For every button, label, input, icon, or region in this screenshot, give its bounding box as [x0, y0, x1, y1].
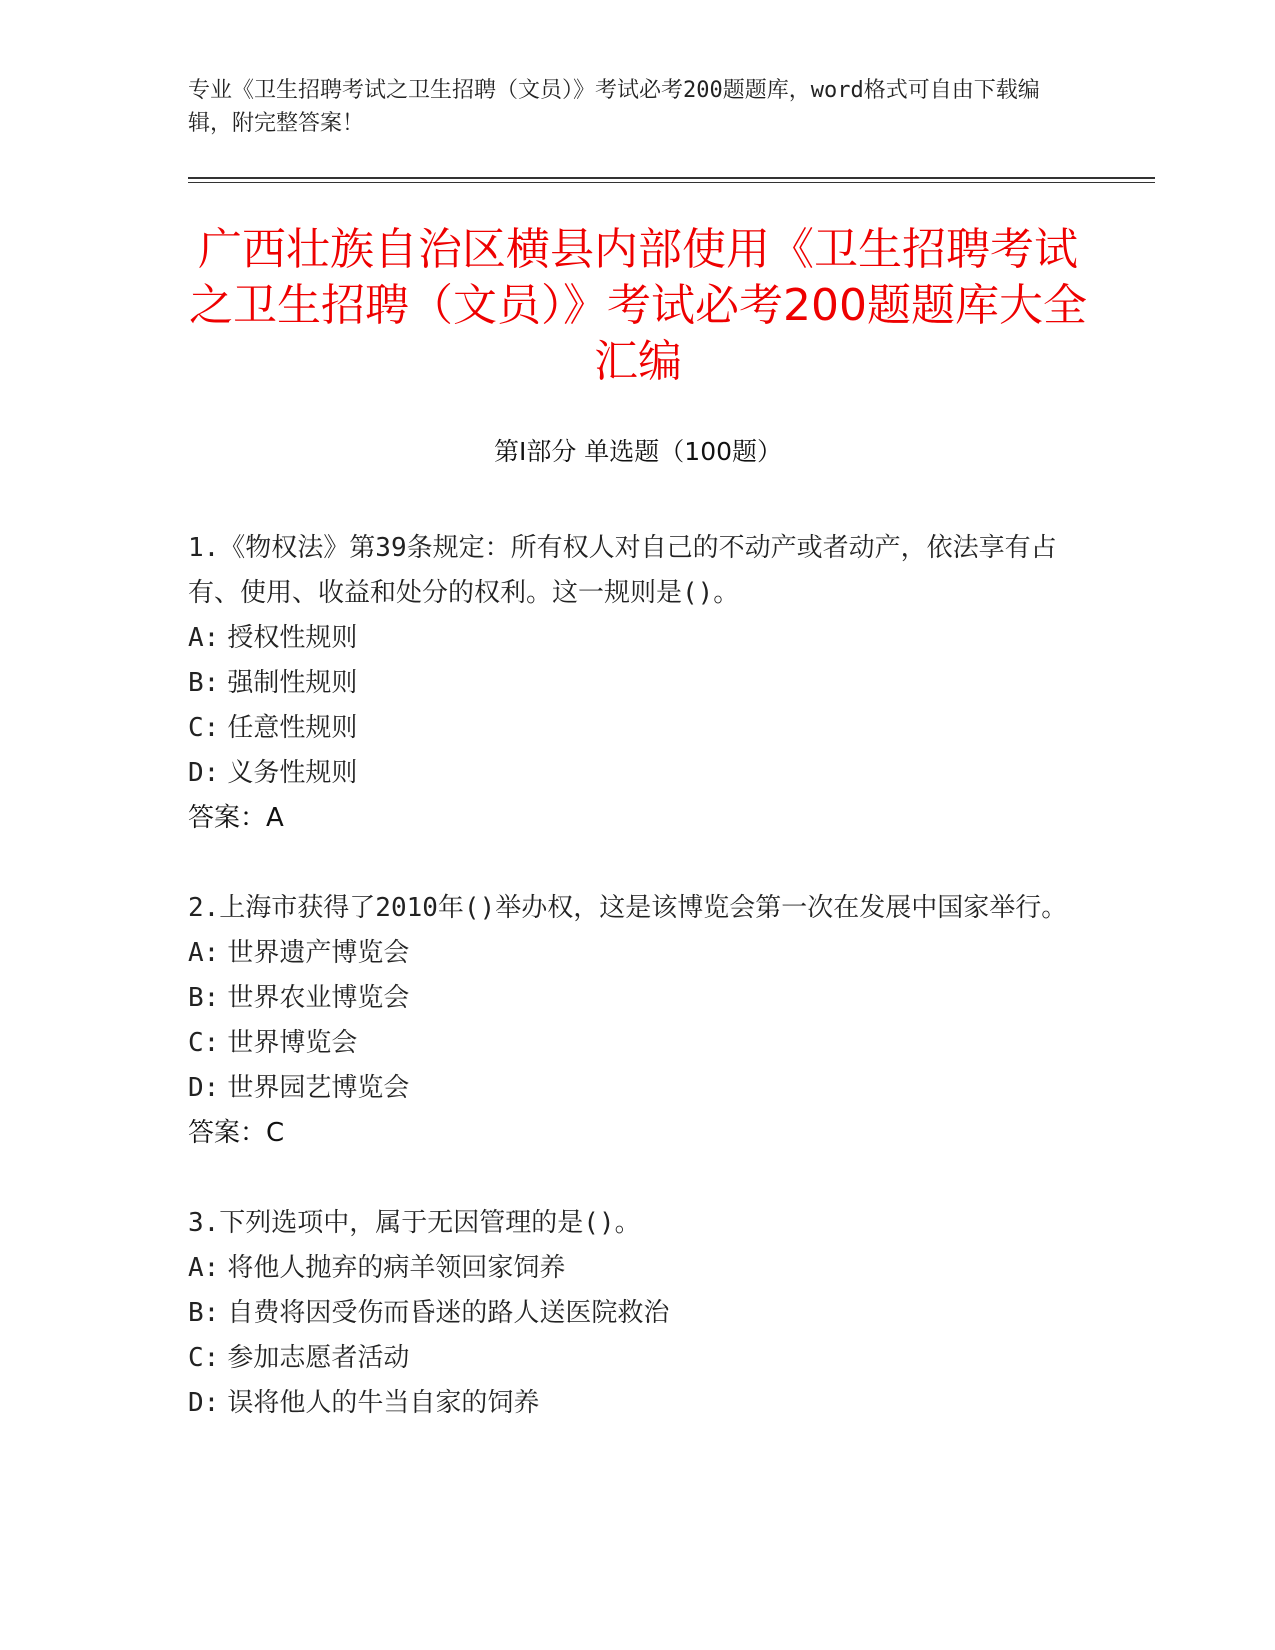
header-divider-thin	[188, 182, 1155, 183]
option-c	[188, 1336, 1078, 1381]
option-text: 义务性规则	[227, 758, 358, 788]
option-text: 授权性规则	[227, 623, 358, 653]
option-key: D:	[188, 1073, 220, 1103]
option-text: 世界遗产博览会	[227, 938, 410, 968]
option-key: A:	[188, 623, 220, 653]
option-b	[188, 976, 1078, 1021]
answer-line: 答案：C	[188, 1118, 285, 1148]
option-c	[188, 1021, 1078, 1066]
question-stem: 1.《物权法》第39条规定：所有权人对自己的不动产或者动产，依法享有占有、使用、收益和处分的权利。这一规则是()。	[188, 533, 1057, 608]
option-key: B:	[188, 1298, 220, 1328]
option-key: C:	[188, 1028, 220, 1058]
question-item	[188, 526, 1078, 841]
option-a	[188, 931, 1078, 976]
option-b	[188, 1291, 1078, 1336]
option-d	[188, 1066, 1078, 1111]
option-key: A:	[188, 1253, 220, 1283]
question-item	[188, 1201, 1078, 1426]
option-c	[188, 706, 1078, 751]
option-text: 世界园艺博览会	[227, 1073, 410, 1103]
option-a	[188, 1246, 1078, 1291]
option-text: 误将他人的牛当自家的饲养	[227, 1388, 540, 1418]
option-key: A:	[188, 938, 220, 968]
option-key: C:	[188, 713, 220, 743]
question-stem: 3.下列选项中，属于无因管理的是()。	[188, 1208, 641, 1238]
option-text: 世界农业博览会	[227, 983, 410, 1013]
option-text: 自费将因受伤而昏迷的路人送医院救治	[227, 1298, 670, 1328]
question-list	[188, 526, 1078, 1471]
option-text: 参加志愿者活动	[227, 1343, 410, 1373]
option-text: 强制性规则	[227, 668, 358, 698]
option-text: 任意性规则	[227, 713, 358, 743]
answer-line: 答案：A	[188, 803, 284, 833]
document-title: 广西壮族自治区横县内部使用《卫生招聘考试之卫生招聘（文员）》考试必考200题题库大全汇编	[189, 224, 1087, 387]
question-stem: 2.上海市获得了2010年()举办权，这是该博览会第一次在发展中国家举行。	[188, 893, 1068, 923]
option-key: D:	[188, 1388, 220, 1418]
option-key: D:	[188, 758, 220, 788]
option-key: C:	[188, 1343, 220, 1373]
option-d	[188, 1381, 1078, 1426]
option-key: B:	[188, 983, 220, 1013]
option-d	[188, 751, 1078, 796]
question-item	[188, 886, 1078, 1156]
option-text: 世界博览会	[227, 1028, 358, 1058]
section-heading: 第Ⅰ部分 单选题（100题）	[493, 437, 783, 466]
option-key: B:	[188, 668, 220, 698]
header-note: 专业《卫生招聘考试之卫生招聘（文员）》考试必考200题题库，word格式可自由下载编辑，附完整答案！	[188, 78, 1040, 136]
option-a	[188, 616, 1078, 661]
header-divider-thick	[188, 177, 1155, 179]
option-text: 将他人抛弃的病羊领回家饲养	[227, 1253, 566, 1283]
option-b	[188, 661, 1078, 706]
